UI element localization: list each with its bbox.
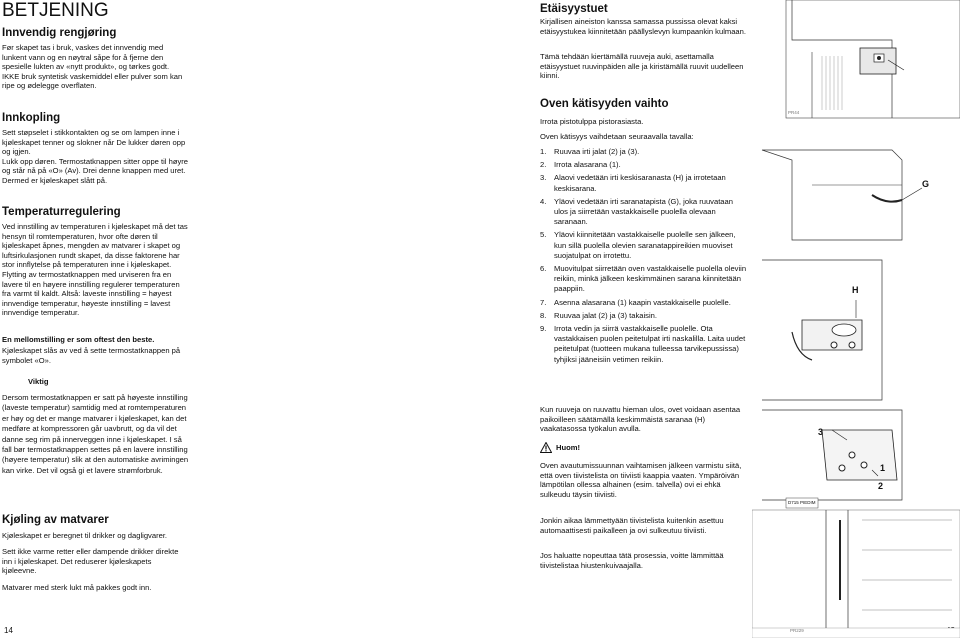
list-item: 7. Asenna alasarana (1) kaapin vastakkaiselle puolelle. <box>540 297 731 307</box>
list-item: 6. Muovitulpat siirretään oven vastakkaiselle puolella oleviin reikiin, minkä jälkeen keskimmäinen sarana kiinnitetään paappiin. <box>540 264 747 294</box>
cleaning-heading: Innvendig rengjøring <box>2 27 117 39</box>
list-item: 9. Irrota vedin ja siirrä vastakkaiselle puolelle. Ota vastakkaisen puolen peitetulpat irti naskalilla. Laita uudet peitetulpat (tuotteen mukana tulleessa tarvikepussissa) tyhjiksi jääneisiin vetimen reikiin. <box>540 324 746 364</box>
connect-text: Sett støpselet i stikkontakten og se om lampen inne i kjøleskapet tenner og slokner når De lukker døren opp og igjen. Lukk opp døren. Termostatknappen sitter oppe til høyre og står nå på «O» (Av). Drei denne knappen med uret. Dermed er kjøleskapet slått på. <box>2 128 189 185</box>
diagram-illustration <box>752 0 960 638</box>
food-text-3: Matvarer med sterk lukt må pakkes godt inn. <box>2 583 152 592</box>
spacers-text-1: Kirjallisen aineiston kanssa samassa pussissa olevat kaksi etäisyystukea kiinnitetään päällyslevyn kumpaankin kulmaan. <box>540 17 746 36</box>
list-item: 1. Ruuvaa irti jalat (2) ja (3). <box>540 147 640 156</box>
temp-bold-text: En mellomstilling er som oftest den beste. <box>2 335 155 344</box>
warning-icon <box>540 442 552 453</box>
advice-text: Jos haluatte nopeuttaa tätä prosessia, voitte lämmittää tiivistelistaa hiustenkuivaajalla. <box>540 551 724 570</box>
important-text: Dersom termostatknappen er satt på høyeste innstilling (laveste temperatur) samtidig med at romtemperaturen er høy og det er mange matvarer i kjøleskapet, kan det medføre at kompressoren går uavbrutt, og da vil det danne seg rim på innerveggen inne i kjøleskapet. I så fall bør termostatknappen settes på en lavere innstilling (høyere temperatur) slik at den automatiske avrimingen kan virke. Det vil også gi et lavere strømforbruk. <box>2 393 189 475</box>
left-page-number: 14 <box>4 626 13 635</box>
label-2: 2 <box>878 481 884 491</box>
figure-code-3: PR44 <box>788 110 800 115</box>
list-item: 5. Yläovi kiinnitetään vastakkaiselle puolelle sen jälkeen, kun sillä puolella olevien saranatappireikien muoviset suojatulpat on irrotettu. <box>540 230 736 260</box>
figure-code-2: PR229 <box>790 628 804 633</box>
warning-label: Huom! <box>556 442 581 452</box>
spacers-heading: Etäisyystuet <box>540 3 608 15</box>
list-item: 8. Ruuvaa jalat (2) ja (3) takaisin. <box>540 310 657 320</box>
label-g: G <box>922 179 930 189</box>
food-heading: Kjøling av matvarer <box>2 514 109 526</box>
warning-box <box>540 442 580 453</box>
door-steps-list <box>540 147 748 368</box>
after-text: Kun ruuveja on ruuvattu hieman ulos, ovet voidaan asentaa paikoilleen säätämällä keskimmäistä saranaa (H) vaakatasossa työkalun avulla. <box>540 405 741 434</box>
connect-heading: Innkopling <box>2 112 61 124</box>
list-item: 3. Alaovi vedetään irti keskisaranasta (H) ja irrotetaan keskisarana. <box>540 173 726 193</box>
spacers-text-2: Tämä tehdään kiertämällä ruuveja auki, asettamalla etäisyystuet ruuvinpäiden alle ja kiristämällä ruuvit uudelleen kiinni. <box>540 52 744 81</box>
door-intro-1: Irrota pistotulppa pistorasiasta. <box>540 117 644 126</box>
door-intro-2: Oven kätisyys vaihdetaan seuraavalla tavalla: <box>540 132 694 141</box>
seal-text: Jonkin aikaa lämmettyään tiivistelista kuitenkin asettuu automaattisesti paikalleen ja ovi sulkeutuu tiiviisti. <box>540 516 724 535</box>
cleaning-text: Før skapet tas i bruk, vaskes det innvendig med lunkent vann og en nøytral såpe for å fjerne den spesielle lukten av «nytt produkt», og tørkes godt. IKKE bruk syntetisk vaskemiddel eller pulver som kan ripe og ødelegge overflaten. <box>2 43 183 91</box>
list-item: 4. Yläovi vedetään irti saranatapista (G), joka ruuvataan ulos ja siirretään vastakkaiselle puolella olevaan saranaan. <box>540 196 733 227</box>
door-reversal-diagram <box>752 0 960 638</box>
temp-text: Ved innstilling av temperaturen i kjøleskapet må det tas hensyn til romtemperaturen, hvor ofte døren til kjøleskapet åpnes, mengden av matvarer i skapet og luftsirkulasjonen rundt skapet, da disse faktorene har stor innflytelse på temperaturen inne i kjøleskapet. Flytting av termostatknappen med urviseren fra en lavere til en høyere innstilling regulerer temperaturen fra varmt til kaldt. Altså: laveste innstilling = høyest innvendige temperatur, høyeste innstilling = lavest innvendige temperatur. <box>2 222 188 318</box>
important-label: Viktig <box>28 377 49 386</box>
list-item: 2. Irrota alasarana (1). <box>540 160 621 170</box>
page-title: BETJENING <box>2 0 109 21</box>
label-h: H <box>852 285 859 295</box>
figure-code-1: D715 PIEDIM <box>788 500 816 505</box>
temp-heading: Temperaturregulering <box>2 206 121 218</box>
label-3: 3 <box>818 427 824 437</box>
food-text-2: Sett ikke varme retter eller dampende drikker direkte inn i kjøleskapet. Det reduserer kjøleskapets kjøleevne. <box>2 547 179 576</box>
warning-text: Oven avautumissuunnan vaihtamisen jälkeen varmistu siitä, että oven tiivistelista on tiiviisti kaappia vaaten. Ympäröivän lämpötilan ollessa alhainen (esim. talvella) ovi ei ehkä sulkeudu täysin tiiviisti. <box>540 461 742 499</box>
door-heading: Oven kätisyyden vaihto <box>540 98 669 110</box>
label-1: 1 <box>880 463 886 473</box>
food-text-1: Kjøleskapet er beregnet til drikker og dagligvarer. <box>2 531 168 540</box>
temp-text-2: Kjøleskapet slås av ved å sette termostatknappen på symbolet «O». <box>2 346 181 365</box>
